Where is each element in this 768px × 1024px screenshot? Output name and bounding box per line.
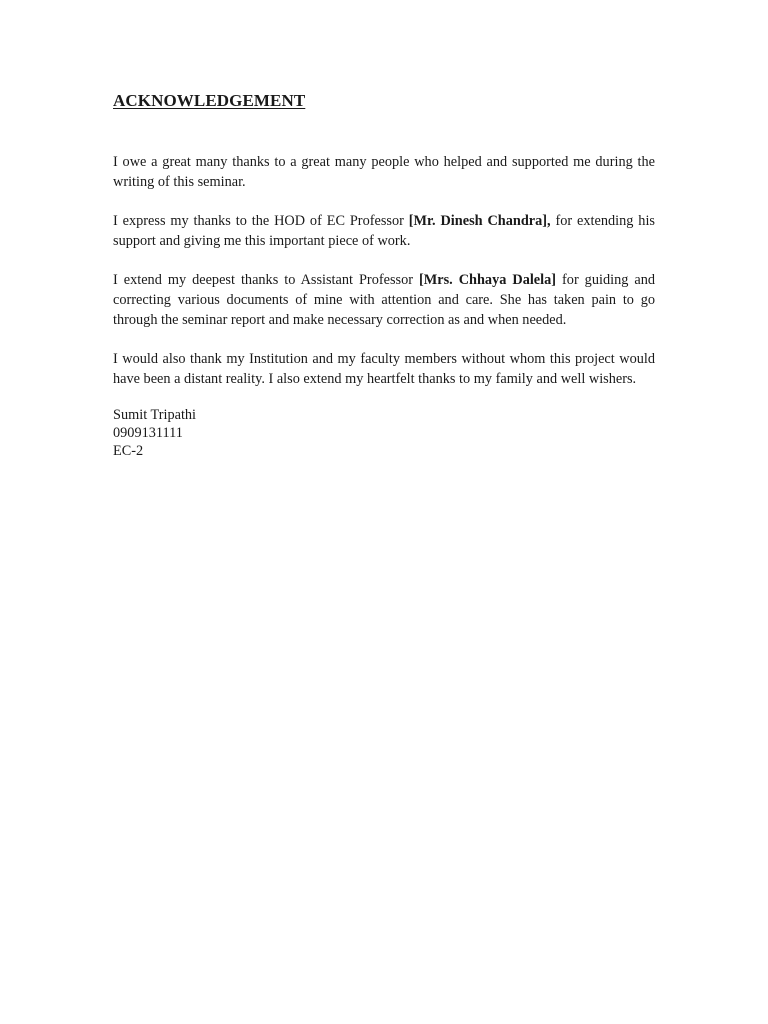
- paragraph-text: I extend my deepest thanks to Assistant Professor: [113, 272, 419, 288]
- roll-number: 0909131111: [113, 425, 183, 441]
- hod-name: [Mr. Dinesh Chandra],: [408, 213, 551, 229]
- paragraph-text: I express my thanks to the HOD of EC Professor: [113, 213, 409, 229]
- guide-name: [Mrs. Chhaya Dalela]: [418, 272, 557, 288]
- page-title: ACKNOWLEDGEMENT: [113, 91, 306, 110]
- paragraph-guide-thanks: [113, 270, 655, 330]
- paragraph-text: for guiding and correcting various documents of mine with attention and care. She has taken pain to go through the seminar report and make necessary correction as and when needed.: [113, 272, 655, 328]
- section-label: EC-2: [113, 443, 144, 459]
- paragraph-institution-thanks: I would also thank my Institution and my faculty members without whom this project would have been a distant reality. I also extend my heartfelt thanks to my family and well wishers.: [113, 351, 655, 387]
- signature-block: [113, 406, 655, 460]
- paragraph-text: for extending his support and giving me this important piece of work.: [113, 213, 655, 249]
- document-page: [113, 90, 655, 460]
- paragraph-hod-thanks: [113, 211, 655, 251]
- author-name: Sumit Tripathi: [113, 407, 197, 423]
- paragraph-thanks-intro: I owe a great many thanks to a great many people who helped and supported me during the writing of this seminar.: [113, 154, 655, 190]
